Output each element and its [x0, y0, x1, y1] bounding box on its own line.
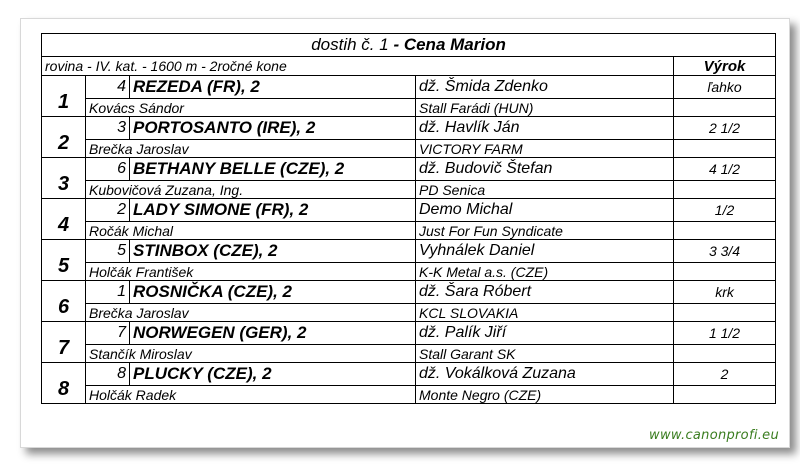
race-title [42, 34, 776, 57]
jockey-name: dž. Palík Jiří [416, 322, 674, 345]
start-number: 8 [86, 363, 130, 386]
horse-name: REZEDA (FR), 2 [130, 76, 416, 99]
result-margin: krk [674, 281, 776, 304]
race-name: - Cena Marion [388, 35, 506, 54]
result-row [42, 199, 776, 222]
place-number: 2 [42, 117, 86, 158]
start-number: 3 [86, 117, 130, 140]
jockey-name: Vyhnálek Daniel [416, 240, 674, 263]
result-empty [674, 181, 776, 199]
result-row [42, 322, 776, 345]
trainer-name: Brečka Jaroslav [86, 304, 416, 322]
result-margin: 1/2 [674, 199, 776, 222]
owner-name: K-K Metal a.s. (CZE) [416, 263, 674, 281]
result-margin: 1 1/2 [674, 322, 776, 345]
document-frame [20, 18, 790, 448]
start-number: 5 [86, 240, 130, 263]
place-number: 7 [42, 322, 86, 363]
start-number: 1 [86, 281, 130, 304]
owner-name: Monte Negro (CZE) [416, 386, 674, 404]
start-number: 2 [86, 199, 130, 222]
trainer-name: Kubovičová Zuzana, Ing. [86, 181, 416, 199]
jockey-name: dž. Šara Róbert [416, 281, 674, 304]
owner-name: VICTORY FARM [416, 140, 674, 158]
jockey-name: dž. Havlík Ján [416, 117, 674, 140]
owner-name: KCL SLOVAKIA [416, 304, 674, 322]
trainer-name: Stančík Miroslav [86, 345, 416, 363]
result-empty [674, 345, 776, 363]
place-number: 6 [42, 281, 86, 322]
horse-name: STINBOX (CZE), 2 [130, 240, 416, 263]
horse-name: ROSNIČKA (CZE), 2 [130, 281, 416, 304]
horse-name: NORWEGEN (GER), 2 [130, 322, 416, 345]
trainer-name: Brečka Jaroslav [86, 140, 416, 158]
result-subrow [42, 304, 776, 322]
place-number: 8 [42, 363, 86, 404]
owner-name: Stall Farádi (HUN) [416, 99, 674, 117]
horse-name: PLUCKY (CZE), 2 [130, 363, 416, 386]
horse-name: LADY SIMONE (FR), 2 [130, 199, 416, 222]
place-number: 1 [42, 76, 86, 117]
start-number: 7 [86, 322, 130, 345]
result-subrow [42, 140, 776, 158]
result-margin: ľahko [674, 76, 776, 99]
result-margin: 2 [674, 363, 776, 386]
result-subrow [42, 99, 776, 117]
result-margin: 3 3/4 [674, 240, 776, 263]
trainer-name: Kovács Sándor [86, 99, 416, 117]
trainer-name: Holčák František [86, 263, 416, 281]
place-number: 3 [42, 158, 86, 199]
result-row [42, 363, 776, 386]
place-number: 4 [42, 199, 86, 240]
jockey-name: dž. Šmida Zdenko [416, 76, 674, 99]
owner-name: Stall Garant SK [416, 345, 674, 363]
place-number: 5 [42, 240, 86, 281]
result-empty [674, 222, 776, 240]
result-row [42, 240, 776, 263]
results-table [41, 33, 776, 404]
race-number: dostih č. 1 [311, 35, 389, 54]
result-row [42, 76, 776, 99]
result-empty [674, 263, 776, 281]
result-row [42, 281, 776, 304]
result-row [42, 158, 776, 181]
trainer-name: Ročák Michal [86, 222, 416, 240]
result-subrow [42, 386, 776, 404]
jockey-name: dž. Budovič Štefan [416, 158, 674, 181]
result-subrow [42, 181, 776, 199]
results-sheet [41, 33, 779, 404]
horse-name: PORTOSANTO (IRE), 2 [130, 117, 416, 140]
owner-name: Just For Fun Syndicate [416, 222, 674, 240]
result-empty [674, 304, 776, 322]
result-empty [674, 99, 776, 117]
result-row [42, 117, 776, 140]
result-subrow [42, 263, 776, 281]
result-subrow [42, 222, 776, 240]
jockey-name: dž. Vokálková Zuzana [416, 363, 674, 386]
race-info: rovina - IV. kat. - 1600 m - 2ročné kone [42, 57, 674, 76]
owner-name: PD Senica [416, 181, 674, 199]
result-header: Výrok [674, 57, 776, 76]
result-subrow [42, 345, 776, 363]
result-margin: 4 1/2 [674, 158, 776, 181]
result-empty [674, 140, 776, 158]
result-empty [674, 386, 776, 404]
result-margin: 2 1/2 [674, 117, 776, 140]
start-number: 4 [86, 76, 130, 99]
start-number: 6 [86, 158, 130, 181]
jockey-name: Demo Michal [416, 199, 674, 222]
horse-name: BETHANY BELLE (CZE), 2 [130, 158, 416, 181]
watermark: www.canonprofi.eu [649, 428, 779, 443]
trainer-name: Holčák Radek [86, 386, 416, 404]
